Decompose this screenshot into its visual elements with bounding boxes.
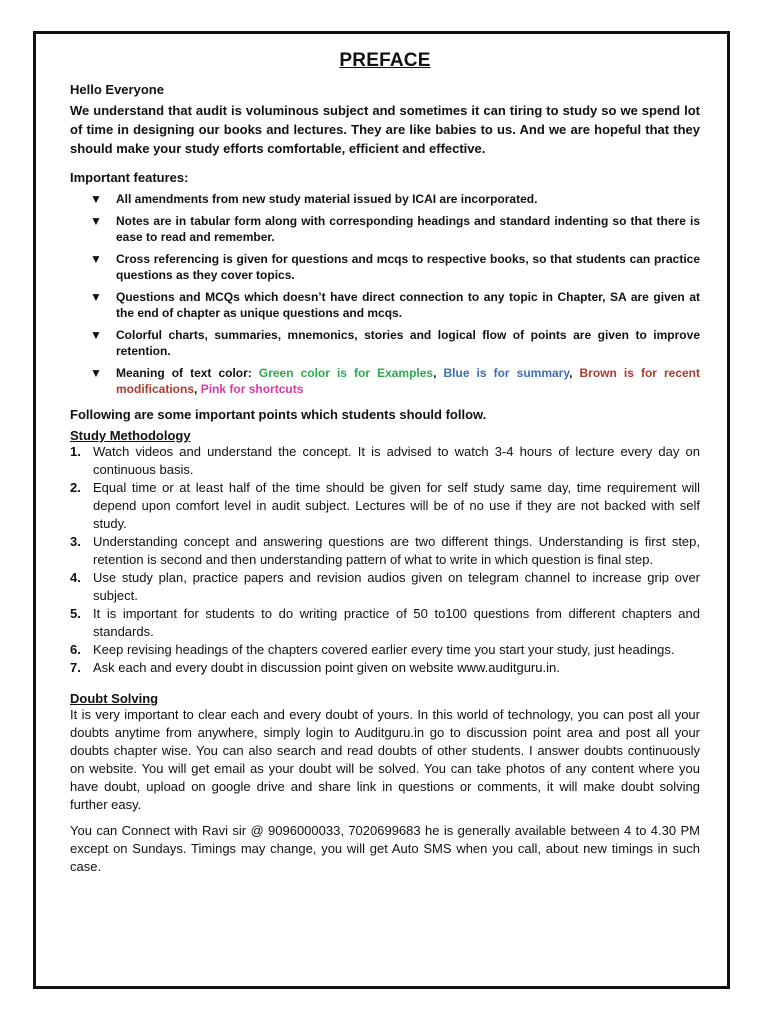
color-legend-pink: Pink for shortcuts xyxy=(200,382,304,396)
feature-item xyxy=(90,289,700,321)
feature-text: All amendments from new study material issued by ICAI are incorporated. xyxy=(116,192,538,206)
list-item-text: It is important for students to do writing practice of 50 to100 questions from different chapters and standards. xyxy=(93,606,700,639)
feature-text: Questions and MCQs which doesn’t have direct connection to any topic in Chapter, SA are given at the end of chapter as unique questions and mcqs. xyxy=(116,290,700,320)
arrowhead-down-icon: ▼ xyxy=(90,328,102,342)
list-number: 3. xyxy=(70,534,81,549)
list-item-text: Watch videos and understand the concept. It is advised to watch 3-4 hours of lecture every day on continuous basis. xyxy=(93,444,700,477)
list-item xyxy=(70,659,700,677)
feature-text: Notes are in tabular form along with corresponding headings and standard indenting so that there is ease to read and remember. xyxy=(116,214,700,244)
list-number: 4. xyxy=(70,570,81,585)
contact-paragraph: You can Connect with Ravi sir @ 9096000033, 7020699683 he is generally available between 4 to 4.30 PM except on Sundays. Timings may change, you will get Auto SMS when you call, about new timings in such case. xyxy=(70,823,700,874)
color-legend-separator: , xyxy=(433,366,444,380)
list-number: 1. xyxy=(70,444,81,459)
page-title: PREFACE xyxy=(339,50,431,71)
list-item xyxy=(70,443,700,479)
list-number: 2. xyxy=(70,480,81,495)
color-legend-blue: Blue is for summary xyxy=(443,366,570,380)
color-legend-separator: , xyxy=(194,382,201,396)
greeting: Hello Everyone xyxy=(70,82,164,97)
list-item-text: Ask each and every doubt in discussion point given on website www.auditguru.in. xyxy=(93,660,560,675)
feature-item xyxy=(90,251,700,283)
color-legend-separator: , xyxy=(569,366,580,380)
list-item xyxy=(70,605,700,641)
feature-item xyxy=(90,213,700,245)
doubt-solving-heading: Doubt Solving xyxy=(70,691,159,706)
features-heading: Important features: xyxy=(70,170,189,185)
arrowhead-down-icon: ▼ xyxy=(90,252,102,266)
features-list xyxy=(70,191,700,397)
list-number: 5. xyxy=(70,606,81,621)
arrowhead-down-icon: ▼ xyxy=(90,290,102,304)
list-item-text: Equal time or at least half of the time should be given for self study same day, time requirement will depend upon comfort level in audit subject. Lectures will be of no use if they are not backed with self study. xyxy=(93,480,700,531)
feature-item-color-legend xyxy=(90,365,700,397)
study-methodology-heading: Study Methodology xyxy=(70,428,191,443)
arrowhead-down-icon: ▼ xyxy=(90,214,102,228)
list-item-text: Use study plan, practice papers and revision audios given on telegram channel to increase grip over subject. xyxy=(93,570,700,603)
arrowhead-down-icon: ▼ xyxy=(90,192,102,206)
list-number: 6. xyxy=(70,642,81,657)
feature-text: Colorful charts, summaries, mnemonics, stories and logical flow of points are given to improve retention. xyxy=(116,328,700,358)
study-methodology-list xyxy=(70,443,700,677)
list-item xyxy=(70,479,700,533)
feature-item xyxy=(90,327,700,359)
color-legend-brown: Brown is for recent modifications xyxy=(116,366,701,396)
color-legend-green: Green color is for Examples xyxy=(258,366,434,380)
follow-text: Following are some important points which students should follow. xyxy=(70,407,487,422)
feature-item xyxy=(90,191,700,207)
document-body xyxy=(70,50,700,884)
list-number: 7. xyxy=(70,660,81,675)
feature-text: Cross referencing is given for questions and mcqs to respective books, so that students can practice questions as they cover topics. xyxy=(116,252,700,282)
arrowhead-down-icon: ▼ xyxy=(90,366,102,380)
intro-paragraph: We understand that audit is voluminous subject and sometimes it can tiring to study so we spend lot of time in designing our books and lectures. They are like babies to us. And we are hopeful that they should make your study efforts comfortable, efficient and effective. xyxy=(70,103,700,156)
list-item xyxy=(70,569,700,605)
list-item xyxy=(70,533,700,569)
list-item-text: Keep revising headings of the chapters covered earlier every time you start your study, just headings. xyxy=(93,642,675,657)
list-item-text: Understanding concept and answering questions are two different things. Understanding is first step, retention is second and then understanding pattern of what to write in which question is final step. xyxy=(93,534,700,567)
color-legend-lead: Meaning of text color: xyxy=(116,366,259,380)
list-item xyxy=(70,641,700,659)
doubt-solving-paragraph: It is very important to clear each and every doubt of yours. In this world of technology, you can post all your doubts anytime from anywhere, simply login to Auditguru.in go to discussion point area and post all your doubts chapter wise. You can also search and read doubts of other students. I answer doubts continuously on website. You will get email as your doubt will be solved. You can take photos of any content where you have doubt, upload on google drive and share link in questions or comments, it will make doubt solving further easy. xyxy=(70,707,700,812)
